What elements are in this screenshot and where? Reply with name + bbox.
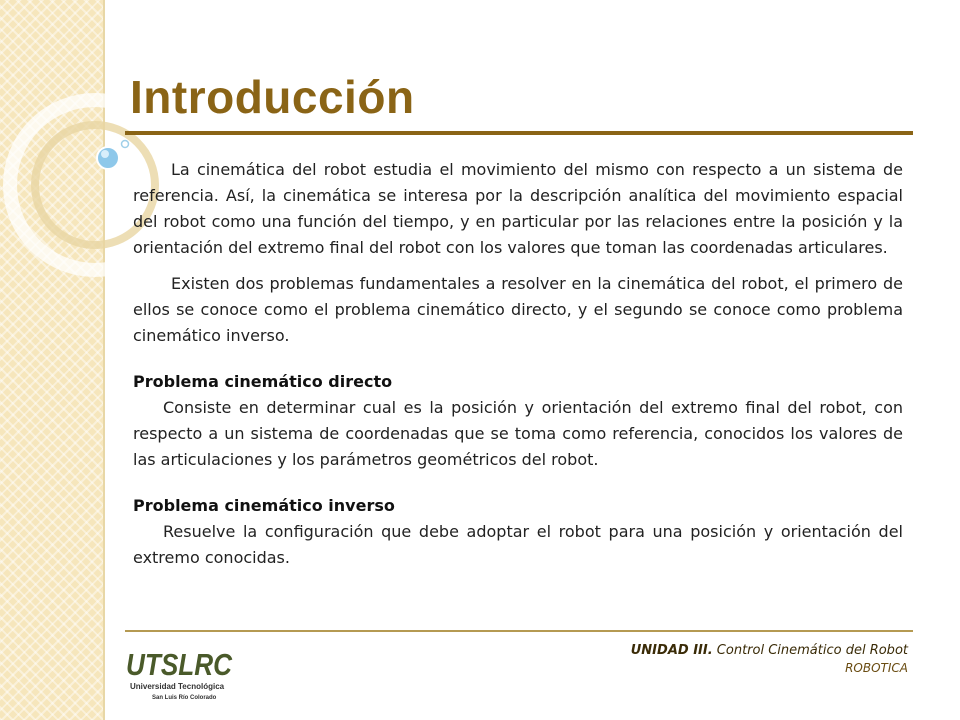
title-underline [125, 131, 913, 135]
footer-unit [631, 643, 908, 658]
page-title: Introducción [130, 71, 415, 123]
heading-direct-problem: Problema cinemático directo [133, 372, 393, 391]
footer-course: ROBOTICA [845, 661, 908, 675]
paragraph-problems: Existen dos problemas fundamentales a resolver en la cinemática del robot, el primero de ellos se conoce como el problema cinemático directo, y el segundo se conoce como problema cinemático inverso. [133, 274, 903, 345]
university-logo [124, 645, 234, 703]
logo-campus-name: San Luis Río Colorado [152, 695, 217, 701]
footer-divider [125, 630, 913, 632]
footer-unit-prefix: UNIDAD III. [630, 643, 713, 658]
bubble-large [97, 147, 119, 169]
slide-body [133, 157, 903, 571]
bubble-large-highlight [101, 150, 109, 158]
paragraph-intro: La cinemática del robot estudia el movimiento del mismo con respecto a un sistema de referencia. Así, la cinemática se interesa por la descripción analítica del movimiento espacial del robot como una función del tiempo, y en particular por las relaciones entre la posición y la orientación del extremo final del robot con los valores que toman las coordenadas articulares. [133, 160, 903, 257]
heading-inverse-problem: Problema cinemático inverso [133, 496, 395, 515]
footer-unit-title: Control Cinemático del Robot [716, 643, 908, 658]
paragraph-inverse-problem: Resuelve la configuración que debe adoptar el robot para una posición y orientación del extremo conocidas. [133, 522, 903, 567]
logo-mark: UTSLRC [126, 647, 233, 682]
paragraph-direct-problem: Consiste en determinar cual es la posición y orientación del extremo final del robot, con respecto a un sistema de coordenadas que se toma como referencia, conocidos los valores de las articulaciones y los parámetros geométricos del robot. [133, 398, 903, 469]
slide-footer [631, 643, 908, 675]
bubble-small [122, 141, 129, 148]
logo-university-name: Universidad Tecnológica [130, 682, 225, 691]
